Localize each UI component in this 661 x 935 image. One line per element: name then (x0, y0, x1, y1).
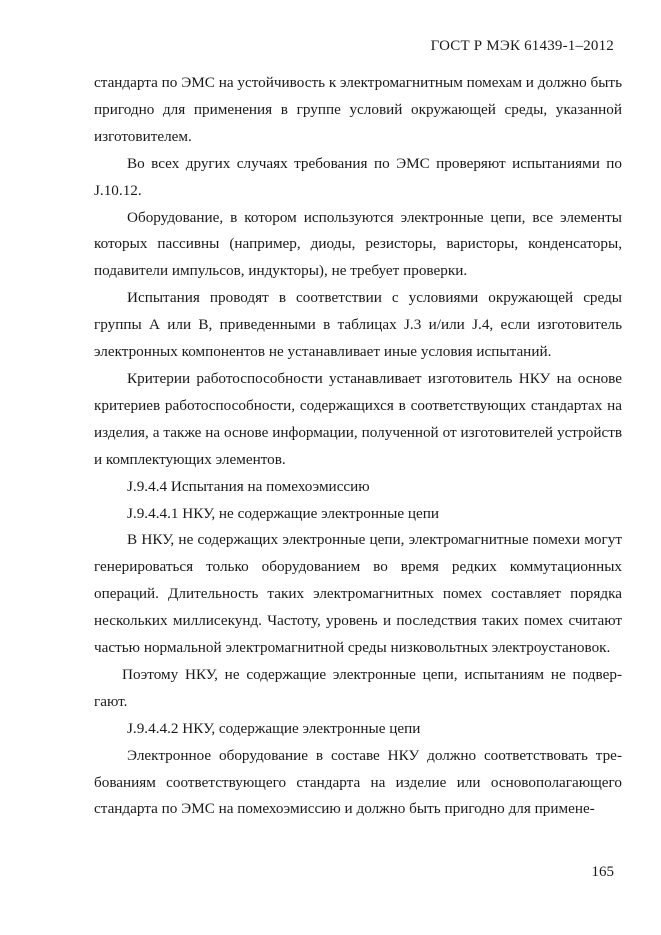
paragraph: Испытания проводят в соответствии с условиями окружающей среды группы А или В, приведенными в таблицах J.3 и/или J.4, если изготовитель электронных компонентов не устанавливает иные условия испытаний. (94, 289, 622, 361)
paragraph-continuation: стандарта по ЭМС на устойчивость к электромагнитным помехам и должно быть пригодно для применения в группе условий окружающей среды, указанной изготовителем. (94, 74, 622, 145)
subsection-heading: J.9.4.4.2 НКУ, содержащие электронные цепи (127, 719, 421, 737)
document-header: ГОСТ Р МЭК 61439-1–2012 (430, 38, 614, 54)
page-number: 165 (591, 864, 614, 880)
paragraph: Критерии работоспособности устанавливает изготовитель НКУ на основе критериев работоспособности, содержащихся в соответствующих стандартах на изделия, а также на основе информации, полученной от изготовителей устройств и комплектующих элементов. (94, 369, 622, 468)
paragraph: В НКУ, не содержащих электронные цепи, электромагнитные помехи могут генерироваться только оборудованием во время редких коммутационных операций. Длительность таких электромагнитных помех составляет порядка нескольких миллисекунд. Частоту, уровень и последствия таких помех считают частью нормальной электромагнитной среды низковольтных электроустановок. (94, 531, 622, 657)
document-body (94, 70, 622, 823)
section-heading: J.9.4.4 Испытания на помехоэмиссию (127, 477, 370, 495)
paragraph: Электронное оборудование в составе НКУ должно соответствовать требованиям соответствующего стандарта на изделие или основополагающего стандарта по ЭМС на помехоэмиссию и должно быть пригодно для примене- (94, 746, 622, 818)
paragraph: Оборудование, в котором используются электронные цепи, все элементы которых пассивны (например, диоды, резисторы, варисторы, конденсаторы, подавители импульсов, индукторы), не требует проверки. (94, 208, 622, 280)
paragraph: Поэтому НКУ, не содержащие электронные цепи, испытаниям не подвергают. (94, 665, 622, 710)
paragraph: Во всех других случаях требования по ЭМС проверяют испытаниями по J.10.12. (94, 154, 622, 199)
subsection-heading: J.9.4.4.1 НКУ, не содержащие электронные цепи (127, 504, 440, 522)
